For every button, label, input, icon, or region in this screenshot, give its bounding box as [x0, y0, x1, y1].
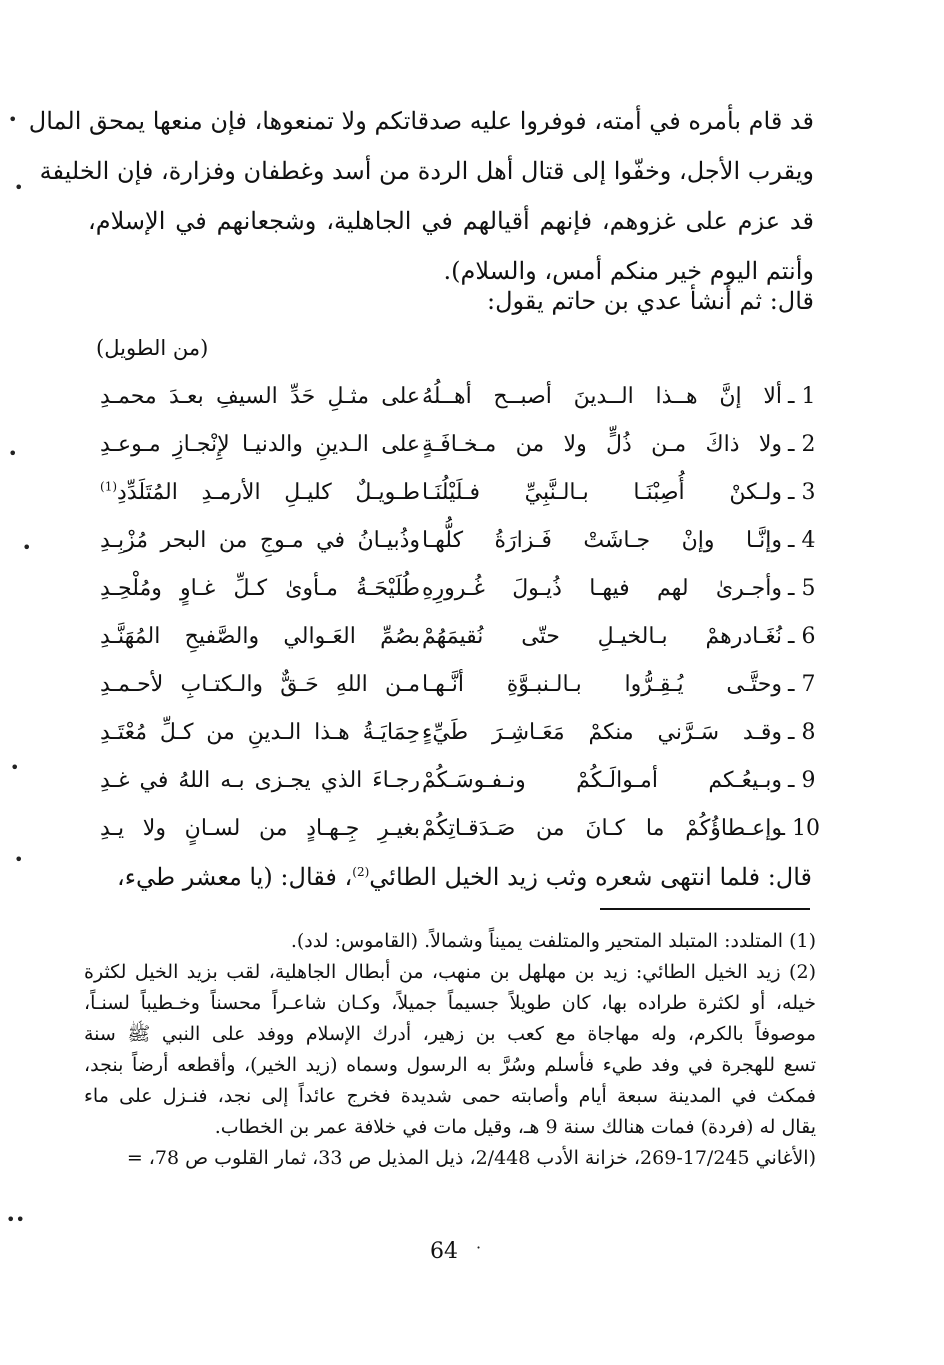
poem: [80, 378, 820, 858]
footnote-2-line: خيله، أو لكثرة طراده بها، كان طويلاً جسيماً جميلاً، وكـان شاعـراً محسناً وخـطيباً لسنـاً،: [84, 992, 816, 1014]
footnote-2-line: يقال له (فردة) فمات هنالك سنة 9 هـ، وقيل مات في خلافة عمر بن الخطاب.: [214, 1116, 816, 1138]
verse: [80, 618, 820, 666]
footnote-2-line: (2) زيد الخيل الطائي: زيد بن مهلهل بن منهب، من أبطال الجاهلية، لقب بزيد الخيل لكثرة: [84, 961, 816, 983]
prose-line: ويقرب الأجل، وخفّوا إلى قتال أهل الردة من أسد وغطفان وفزارة، فإن الخليفة: [39, 157, 814, 185]
verse-second-hemistich: بصُمِّ العَـوالي والصَّفيحِ المُهَنَّـدِ: [100, 624, 420, 649]
verse-number: 10 ـ: [778, 816, 820, 841]
footnote-2-sources: (الأغاني 17/245-269، خزانة الأدب 2/448، ذيل المذيل ص 33، ثمار القلوب ص 78، =: [126, 1147, 816, 1169]
verse: [80, 666, 820, 714]
body-paragraph: [28, 96, 814, 296]
verse: [80, 522, 820, 570]
verse-first-hemistich: نُغَـادرهمْ بـالخيـلِ حتّى نُقيمَهُمْ: [422, 624, 782, 649]
poem-meter: (من الطويل): [96, 336, 209, 360]
verse-second-hemistich: رجـاءَ الذي يجـزى بـه اللهُ في غـدِ: [100, 768, 420, 793]
verse: [80, 762, 820, 810]
verse: [80, 378, 820, 426]
verse-first-hemistich: وأجـرىٰ لهم فيهـا ذُيـولَ غُـرورِهِ: [422, 576, 782, 601]
scan-speck: •: [8, 110, 18, 129]
verse-second-hemistich: على مثـلِ حَدِّ السيفِ بعـدَ محمـدِ: [100, 384, 420, 409]
scan-speck: ••: [6, 1210, 25, 1229]
closing-text-start: قال: فلما انتهى شعره وثب زيد الخيل الطائي: [369, 863, 812, 891]
verse-first-hemistich: ولا ذاكَ مـن ذُلٍّ ولا من مـخـافَـةٍ: [422, 432, 782, 457]
verse: [80, 810, 820, 858]
verse-number: 5 ـ: [788, 576, 816, 601]
footnote-2-line: موصوفاً بالكرم، وله مهاجاة مع كعب بن زهير، أدرك الإسلام ووفد على النبي ﷺ سنة: [84, 1023, 816, 1045]
prose-line: قد عزم على غزوهم، فإنهم أقيالهم في الجاهلية، وشجعانهم في الإسلام،: [88, 207, 814, 235]
verse-second-hemistich: طُلَيْحَـةُ مـأوىٰ كـلِّ غـاوٍ ومُلْحِـدِ: [100, 576, 420, 601]
footnotes: [84, 926, 816, 1174]
verse-first-hemistich: وبـيعُـكم أمـوالَـكُمْ ونـفـوسَـكُمْ: [422, 768, 782, 793]
scan-speck: •: [14, 178, 24, 197]
verse-second-hemistich: على الـدينِ والدنيـا لإِنْجـازِ مـوعـدِ: [100, 432, 420, 457]
scan-speck: •: [22, 538, 32, 557]
verse-number: 3 ـ: [788, 480, 816, 505]
verse-second-hemistich: [100, 480, 420, 505]
scan-speck: ·: [476, 1238, 482, 1257]
verse-second-hemistich: حِمَايَـةُ هـذا الـدينِ من كـلِّ مُعْتَـدِ: [100, 720, 420, 745]
verse-first-hemistich: وإنَّـا وإنْ جـاشَتْ فَـزارَةُ كلُّهـا: [422, 528, 782, 553]
verse-number: 9 ـ: [788, 768, 816, 793]
verse-number: 7 ـ: [788, 672, 816, 697]
hemistich-text: طـويـلٌ كليـلِ الأرمـدِ المُتَلَدِّدِ: [117, 480, 420, 505]
verse-number: 2 ـ: [788, 432, 816, 457]
verse-first-hemistich: وإعـطاؤُكُمْ ما كـانَ من صَـدَقـاتِكُمْ: [422, 816, 782, 841]
verse-number: 4 ـ: [788, 528, 816, 553]
verse-second-hemistich: بغيـرِ جِـهـادٍ من لسـانٍ ولا يـدِ: [100, 816, 420, 841]
scan-speck: •: [10, 758, 20, 777]
verse-first-hemistich: ألا إنَّ هــذا الــدينَ أصبــح أهــلُهُ: [422, 384, 782, 409]
scan-speck: •: [14, 850, 24, 869]
footnote-1: (1) المتلدد: المتبلد المتحير والمتلفت يميناً وشمالاً. (القاموس: لدد).: [290, 930, 816, 952]
poem-intro: قال: ثم أنشأ عدي بن حاتم يقول:: [487, 287, 814, 315]
footnote-marker[interactable]: (2): [352, 865, 370, 879]
verse-number: 1 ـ: [788, 384, 816, 409]
footnote-2-line: فمكث في المدينة سبعة أيام وأصابته حمى شديدة فخرج عائداً إلى نجد، فنـزل على ماء: [84, 1085, 816, 1107]
verse-second-hemistich: وذُبيـانُ في مـوجِ من البحر مُزْبِـدِ: [100, 528, 420, 553]
footnote-2-line: تسع للهجرة في وفد طيء فأسلم وسُرَّ به الرسول وسماه (زيد الخير)، وأقطعه أرضاً بنجد،: [84, 1054, 816, 1076]
verse-first-hemistich: وحتَّـى يُـقِـرُّوا بـالـنبـوَّةِ أنَّـهـا: [422, 672, 782, 697]
verse-first-hemistich: وقـد سَـرَّني منكمْ مَعَـاشِـرَ طَيِّءٍ: [422, 720, 782, 745]
verse: [80, 714, 820, 762]
footnote-marker[interactable]: (1): [100, 479, 118, 494]
footnote-divider: [600, 908, 810, 910]
page-number: 64: [430, 1239, 458, 1264]
prose-line: قد قام بأمره في أمته، فوفروا عليه صدقاتكم ولا تمنعوها، فإن منعها يمحق المال: [28, 107, 814, 135]
verse: [80, 474, 820, 522]
verse-number: 8 ـ: [788, 720, 816, 745]
verse: [80, 426, 820, 474]
verse-first-hemistich: ولـكنْ أُصِبْنَـا بـالـنَّبِيِّ فـلَيْلُنَـا: [422, 480, 782, 505]
verse: [80, 570, 820, 618]
prose-line: وأنتم اليوم خير منكم أمس، والسلام).: [443, 257, 814, 285]
closing-text-end: ، فقال: (يا معشر طيء،: [116, 863, 353, 891]
verse-number: 6 ـ: [788, 624, 816, 649]
verse-second-hemistich: مـن اللهِ حَـقٌّ والـكتـابِ لأحـمـدِ: [100, 672, 420, 697]
scan-speck: •: [8, 444, 18, 463]
closing-paragraph: [117, 859, 812, 895]
